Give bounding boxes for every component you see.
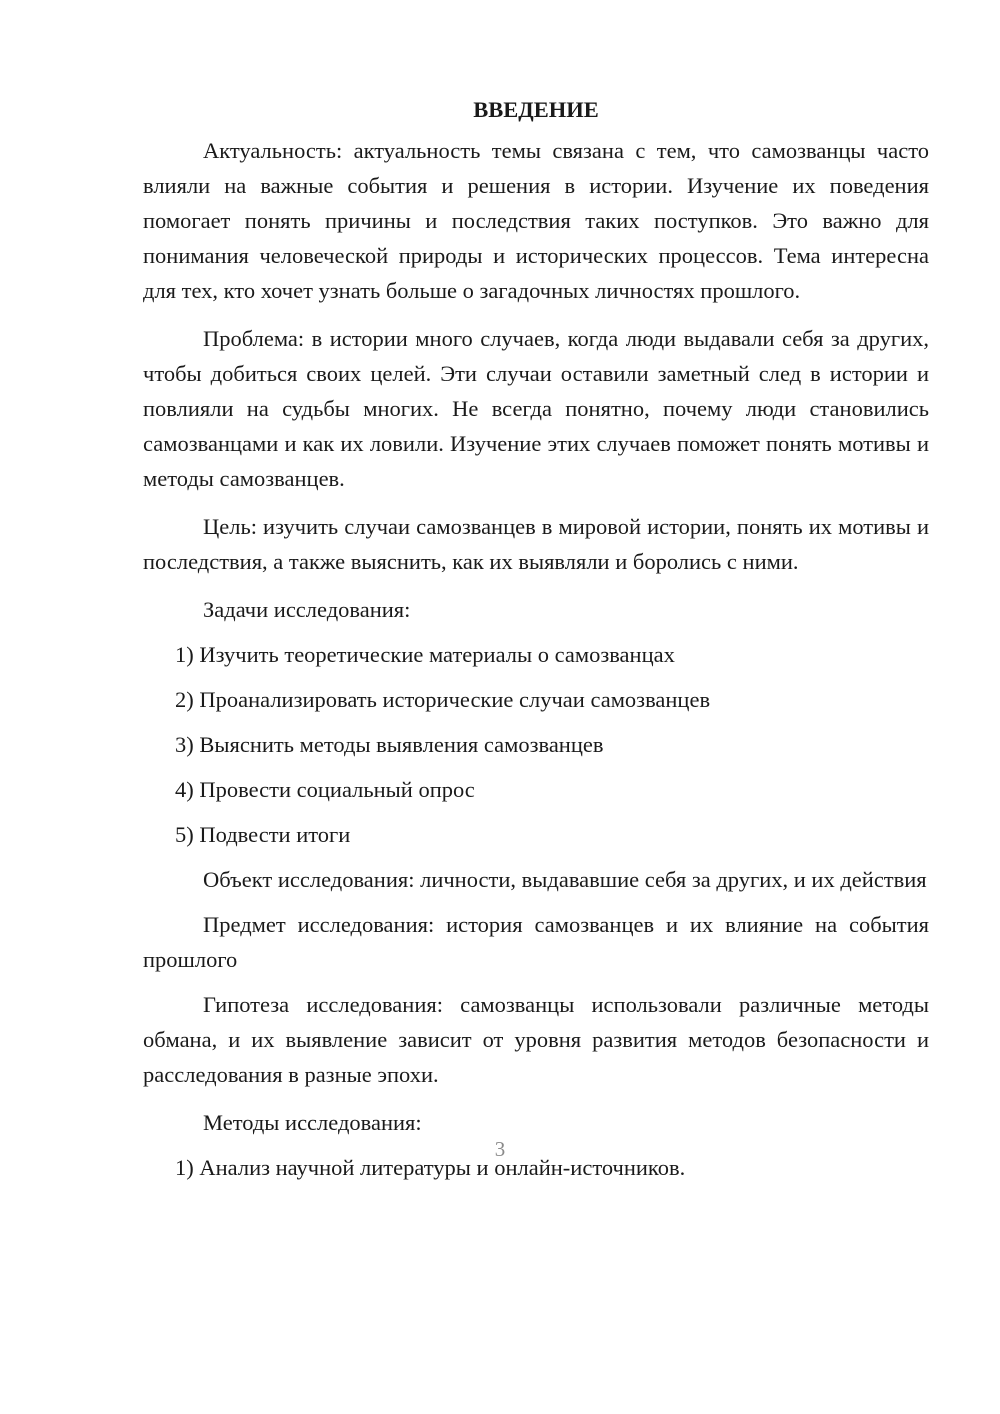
paragraph-goal: Цель: изучить случаи самозванцев в мировой истории, понять их мотивы и последствия, а также выяснить, как их выявляли и боролись с ними.: [143, 514, 929, 574]
method-item-1: 1) Анализ научной литературы и онлайн-источников.: [175, 1155, 686, 1180]
methods-heading: Методы исследования:: [203, 1110, 422, 1135]
task-item-2: 2) Проанализировать исторические случаи самозванцев: [175, 687, 711, 712]
tasks-heading: Задачи исследования:: [203, 597, 411, 622]
paragraph-hypothesis: Гипотеза исследования: самозванцы использовали различные методы обмана, и их выявление зависит от уровня развития методов безопасности и расследования в разные эпохи.: [143, 992, 929, 1087]
document-page: [143, 92, 929, 1195]
task-item-5: 5) Подвести итоги: [175, 822, 351, 847]
task-item-4: 4) Провести социальный опрос: [175, 777, 475, 802]
paragraph-subject: Предмет исследования: история самозванцев и их влияние на события прошлого: [143, 912, 929, 972]
tasks-list: [143, 637, 929, 852]
paragraph-actuality: Актуальность: актуальность темы связана с тем, что самозванцы часто влияли на важные события и решения в истории. Изучение их поведения помогает понять причины и последствия таких поступков. Это важно для понимания человеческой природы и исторических процессов. Тема интересна для тех, кто хочет узнать больше о загадочных личностях прошлого.: [143, 138, 929, 303]
page-number: 3: [494, 1137, 506, 1161]
task-item-3: 3) Выяснить методы выявления самозванцев: [175, 732, 604, 757]
section-title: ВВЕДЕНИЕ: [473, 97, 599, 122]
paragraph-problem: Проблема: в истории много случаев, когда люди выдавали себя за других, чтобы добиться своих целей. Эти случаи оставили заметный след в истории и повлияли на судьбы многих. Не всегда понятно, почему люди становились самозванцами и как их ловили. Изучение этих случаев поможет понять мотивы и методы самозванцев.: [143, 326, 929, 491]
paragraph-object: Объект исследования: личности, выдававшие себя за других, и их действия: [203, 867, 927, 892]
task-item-1: 1) Изучить теоретические материалы о самозванцах: [175, 642, 675, 667]
